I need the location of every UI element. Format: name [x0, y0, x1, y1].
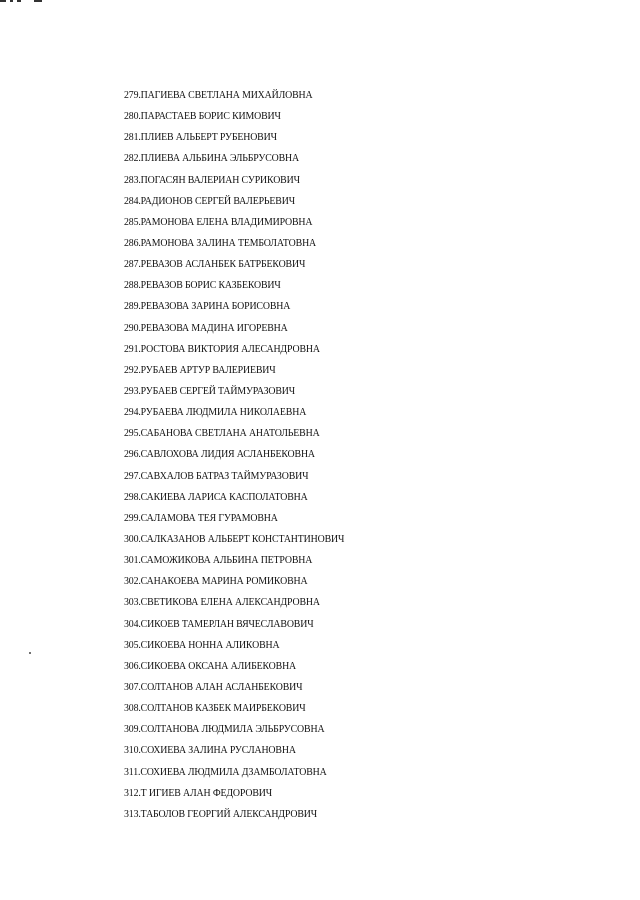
list-item: 279.ПАГИЕВА СВЕТЛАНА МИХАЙЛОВНА	[124, 90, 313, 101]
list-item: 290.РЕВАЗОВА МАДИНА ИГОРЕВНА	[124, 322, 288, 334]
list-item: 295.САБАНОВА СВЕТЛАНА АНАТОЛЬЕВНА	[124, 428, 320, 440]
list-item: 297.САВХАЛОВ БАТРАЗ ТАЙМУРАЗОВИЧ	[124, 470, 309, 482]
list-item: 300.САЛКАЗАНОВ АЛЬБЕРТ КОНСТАНТИНОВИЧ	[124, 533, 345, 545]
name-list	[124, 85, 361, 825]
list-item: 292.РУБАЕВ АРТУР ВАЛЕРИЕВИЧ	[124, 364, 276, 376]
list-item: 285.РАМОНОВА ЕЛЕНА ВЛАДИМИРОВНА	[124, 216, 313, 228]
list-item: 282.ПЛИЕВА АЛЬБИНА ЭЛЬБРУСОВНА	[124, 153, 300, 165]
list-item: 288.РЕВАЗОВ БОРИС КАЗБЕКОВИЧ	[124, 280, 281, 292]
list-item: 286.РАМОНОВА ЗАЛИНА ТЕМБОЛАТОВНА	[124, 237, 317, 249]
list-item: 302.САНАКОЕВА МАРИНА РОМИКОВНА	[124, 576, 308, 588]
list-item: 310.СОХИЕВА ЗАЛИНА РУСЛАНОВНА	[124, 745, 296, 757]
list-item: 283.ПОГАСЯН ВАЛЕРИАН СУРИКОВИЧ	[124, 174, 300, 186]
list-item: 309.СОЛТАНОВА ЛЮДМИЛА ЭЛЬБРУСОВНА	[124, 724, 325, 736]
list-item: 299.САЛАМОВА ТЕЯ ГУРАМОВНА	[124, 512, 278, 524]
list-item: 289.РЕВАЗОВА ЗАРИНА БОРИСОВНА	[124, 301, 291, 313]
list-item: 280.ПАРАСТАЕВ БОРИС КИМОВИЧ	[124, 111, 281, 123]
list-item: 304.СИКОЕВ ТАМЕРЛАН ВЯЧЕСЛАВОВИЧ	[124, 618, 314, 630]
list-item: 311.СОХИЕВА ЛЮДМИЛА ДЗАМБОЛАТОВНА	[124, 766, 327, 778]
list-item: 291.РОСТОВА ВИКТОРИЯ АЛЕСАНДРОВНА	[124, 343, 320, 355]
list-item: 308.СОЛТАНОВ КАЗБЕК МАИРБЕКОВИЧ	[124, 703, 306, 715]
list-item: 306.СИКОЕВА ОКСАНА АЛИБЕКОВНА	[124, 660, 297, 672]
list-item: 298.САКИЕВА ЛАРИСА КАСПОЛАТОВНА	[124, 491, 308, 503]
list-item: 313.ТАБОЛОВ ГЕОРГИЙ АЛЕКСАНДРОВИЧ	[124, 808, 318, 820]
list-item: 281.ПЛИЕВ АЛЬБЕРТ РУБЕНОВИЧ	[124, 132, 277, 144]
list-item: 294.РУБАЕВА ЛЮДМИЛА НИКОЛАЕВНА	[124, 407, 307, 419]
list-item: 287.РЕВАЗОВ АСЛАНБЕК БАТРБЕКОВИЧ	[124, 259, 306, 271]
list-item: 305.СИКОЕВА НОННА АЛИКОВНА	[124, 639, 280, 651]
list-item: 296.САВЛОХОВА ЛИДИЯ АСЛАНБЕКОВНА	[124, 449, 315, 461]
list-item: 301.САМОЖИКОВА АЛЬБИНА ПЕТРОВНА	[124, 555, 313, 567]
list-item: 284.РАДИОНОВ СЕРГЕЙ ВАЛЕРЬЕВИЧ	[124, 195, 295, 207]
list-item: 307.СОЛТАНОВ АЛАН АСЛАНБЕКОВИЧ	[124, 681, 303, 693]
scan-artifact-dot	[29, 652, 31, 654]
list-item: 303.СВЕТИКОВА ЕЛЕНА АЛЕКСАНДРОВНА	[124, 597, 320, 609]
scan-artifact-mark	[0, 0, 52, 6]
list-item: 312.Т ИГИЕВ АЛАН ФЕДОРОВИЧ	[124, 787, 273, 799]
list-item: 293.РУБАЕВ СЕРГЕЙ ТАЙМУРАЗОВИЧ	[124, 385, 296, 397]
